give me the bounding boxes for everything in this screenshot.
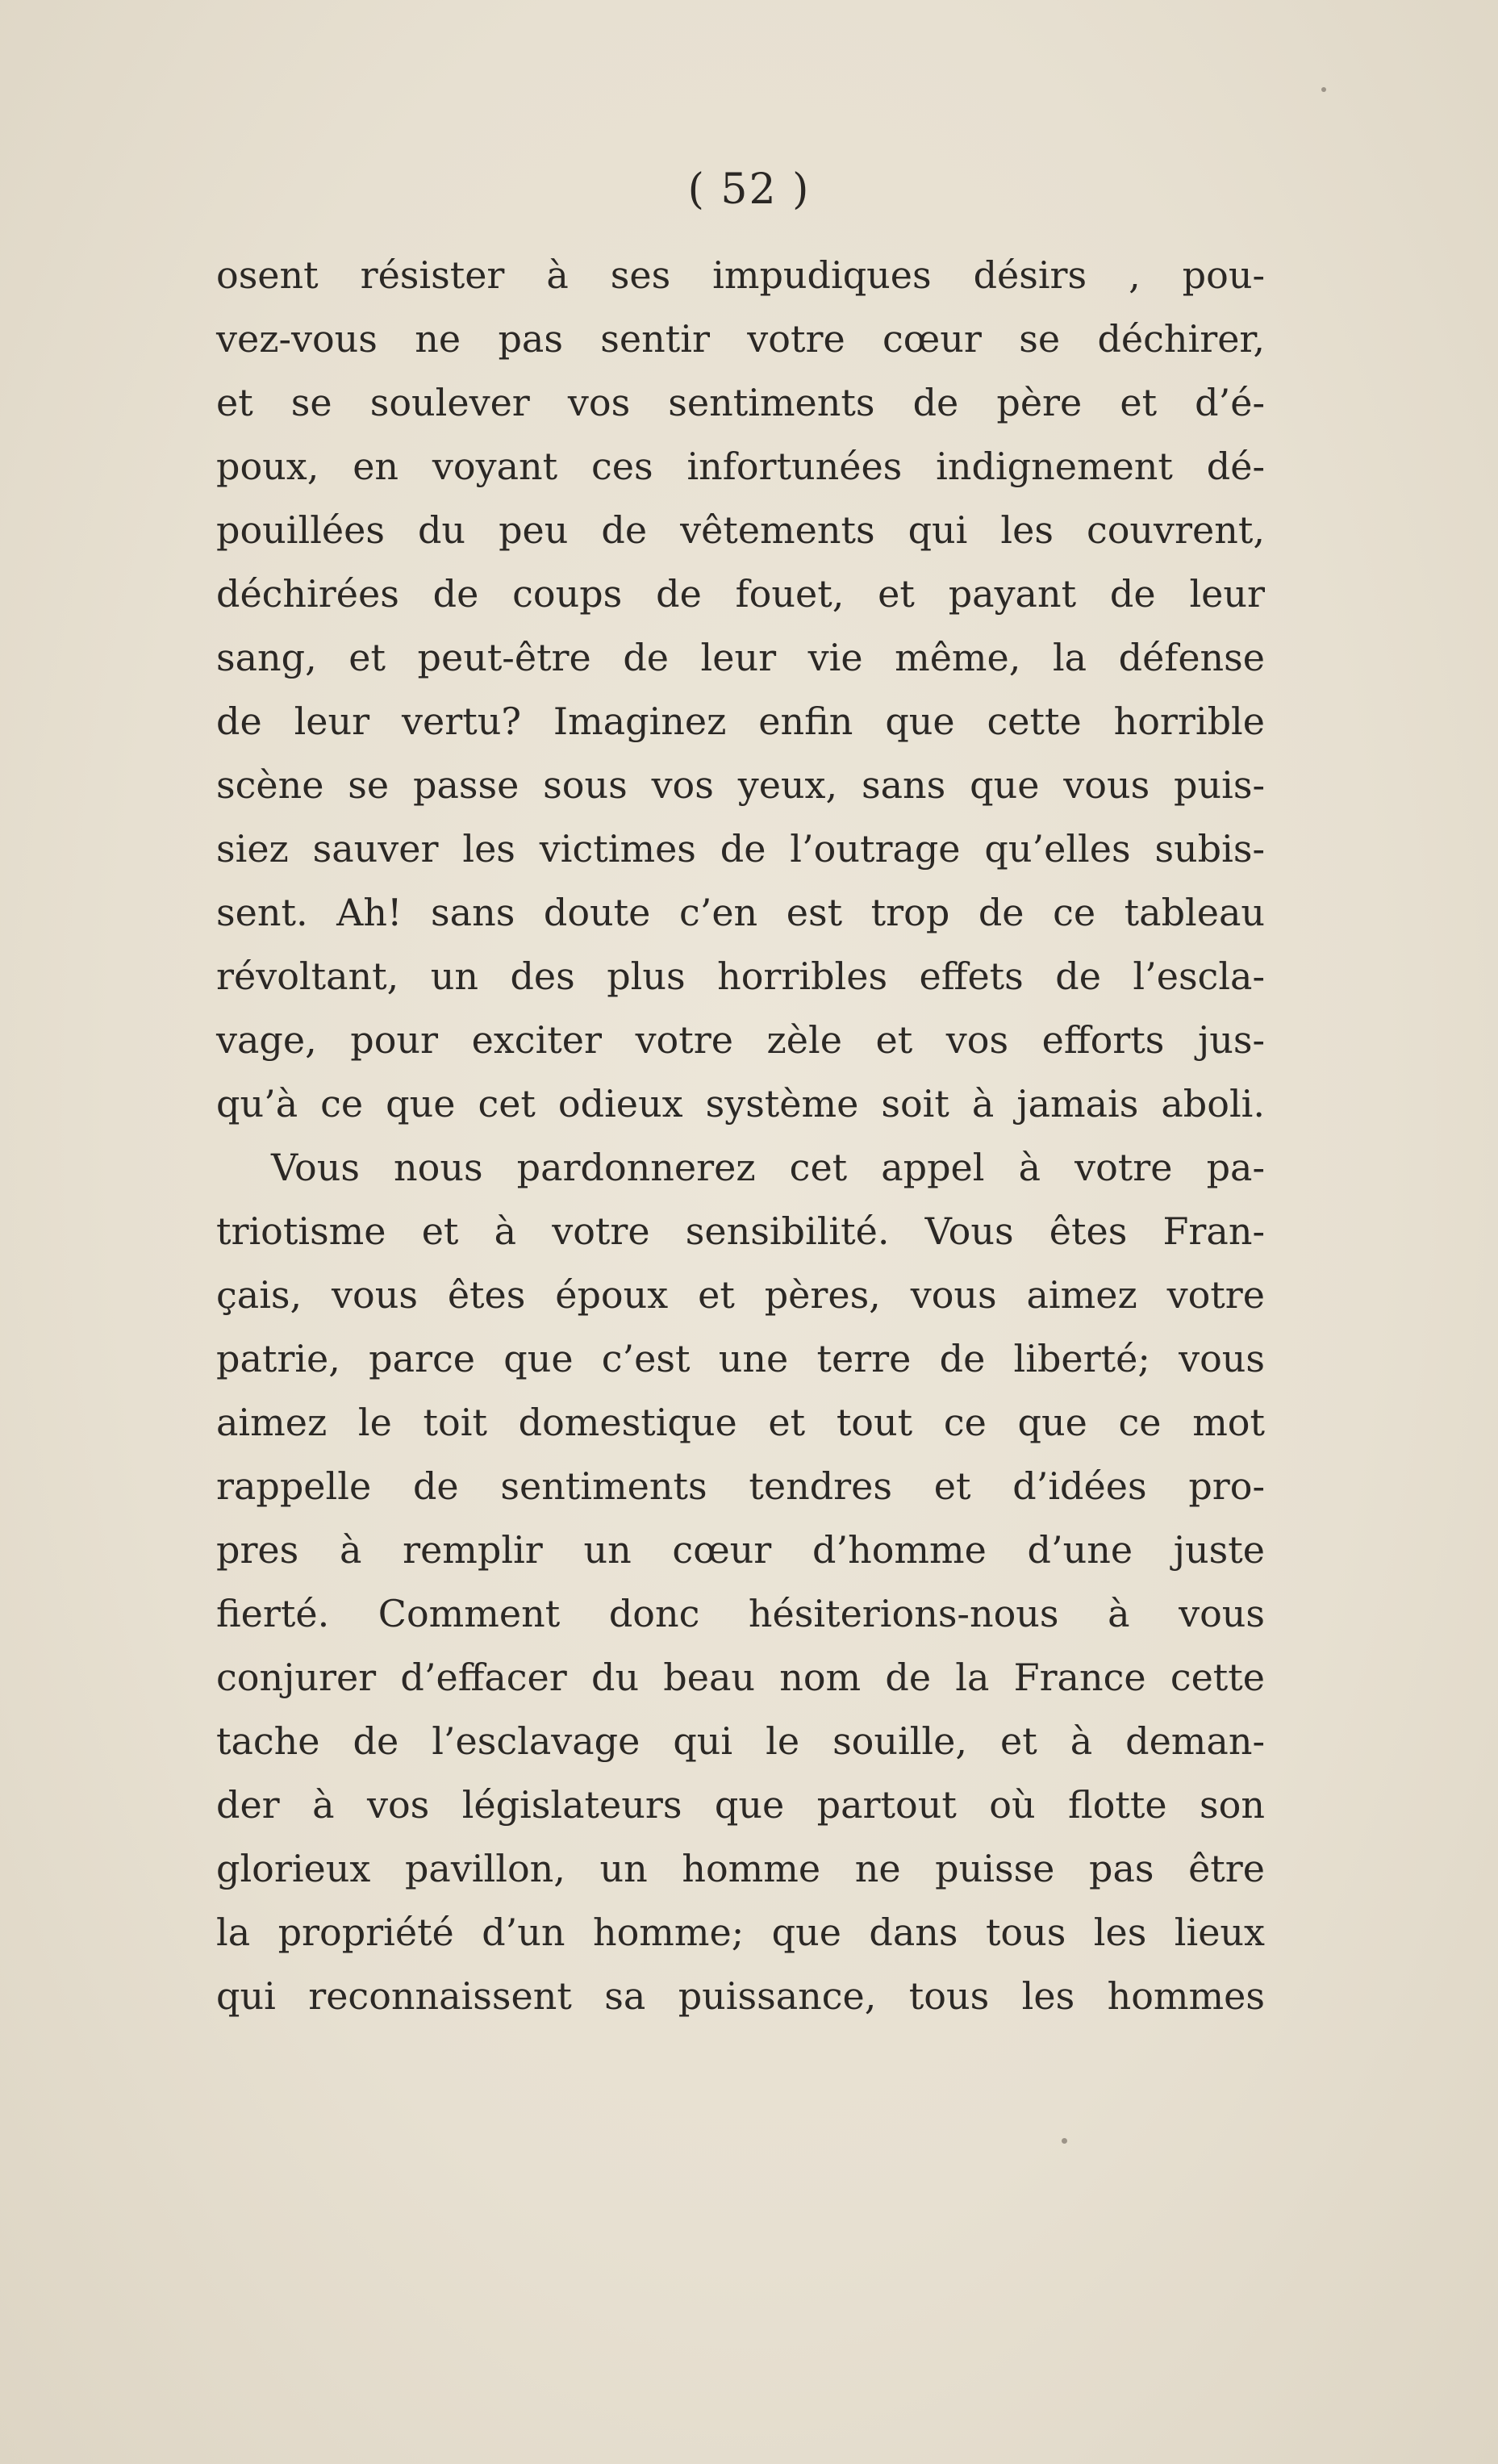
- text-line: de leur vertu? Imaginez enfin que cette horrible: [216, 700, 1265, 743]
- text-line: qu’à ce que cet odieux système soit à jamais aboli.: [216, 1082, 1265, 1126]
- text-line: rappelle de sentiments tendres et d’idées pro-: [216, 1464, 1265, 1508]
- text-line: révoltant, un des plus horribles effets de l’escla-: [216, 954, 1265, 998]
- paper-speck: [1321, 87, 1326, 92]
- text-line: pouillées du peu de vêtements qui les couvrent,: [216, 508, 1265, 552]
- text-line: et se soulever vos sentiments de père et d’é-: [216, 381, 1265, 424]
- text-line: glorieux pavillon, un homme ne puisse pas être: [216, 1847, 1265, 1890]
- text-line-paragraph-start: Vous nous pardonnerez cet appel à votre pa-: [271, 1146, 1265, 1189]
- text-line: sang, et peut-être de leur vie même, la défense: [216, 636, 1265, 679]
- text-line: sent. Ah! sans doute c’en est trop de ce tableau: [216, 891, 1265, 934]
- text-line: siez sauver les victimes de l’outrage qu’elles subis-: [216, 827, 1265, 871]
- paper-speck: [1062, 2138, 1067, 2144]
- text-line: scène se passe sous vos yeux, sans que vous puis-: [216, 763, 1265, 807]
- page-number: ( 52 ): [687, 165, 811, 214]
- text-line: qui reconnaissent sa puissance, tous les hommes: [216, 1974, 1265, 2018]
- text-line: triotisme et à votre sensibilité. Vous êtes Fran-: [216, 1209, 1265, 1253]
- text-line: pres à remplir un cœur d’homme d’une juste: [216, 1528, 1265, 1572]
- text-line: aimez le toit domestique et tout ce que ce mot: [216, 1401, 1265, 1444]
- text-line: poux, en voyant ces infortunées indignement dé-: [216, 445, 1265, 488]
- text-line: çais, vous êtes époux et pères, vous aimez votre: [216, 1273, 1265, 1317]
- text-line: déchirées de coups de fouet, et payant de leur: [216, 572, 1265, 616]
- body-text: [216, 244, 1265, 2028]
- text-line: osent résister à ses impudiques désirs , pou-: [216, 253, 1265, 297]
- text-line: vez-vous ne pas sentir votre cœur se déchirer,: [216, 317, 1265, 361]
- text-line: vage, pour exciter votre zèle et vos efforts jus-: [216, 1018, 1265, 1062]
- text-line: la propriété d’un homme; que dans tous les lieux: [216, 1911, 1265, 1954]
- text-line: tache de l’esclavage qui le souille, et à deman-: [216, 1719, 1265, 1763]
- text-line: patrie, parce que c’est une terre de liberté; vous: [216, 1337, 1265, 1380]
- text-line: conjurer d’effacer du beau nom de la France cette: [216, 1656, 1265, 1699]
- text-line: der à vos législateurs que partout où flotte son: [216, 1783, 1265, 1827]
- text-line: fierté. Comment donc hésiterions-nous à vous: [216, 1592, 1265, 1635]
